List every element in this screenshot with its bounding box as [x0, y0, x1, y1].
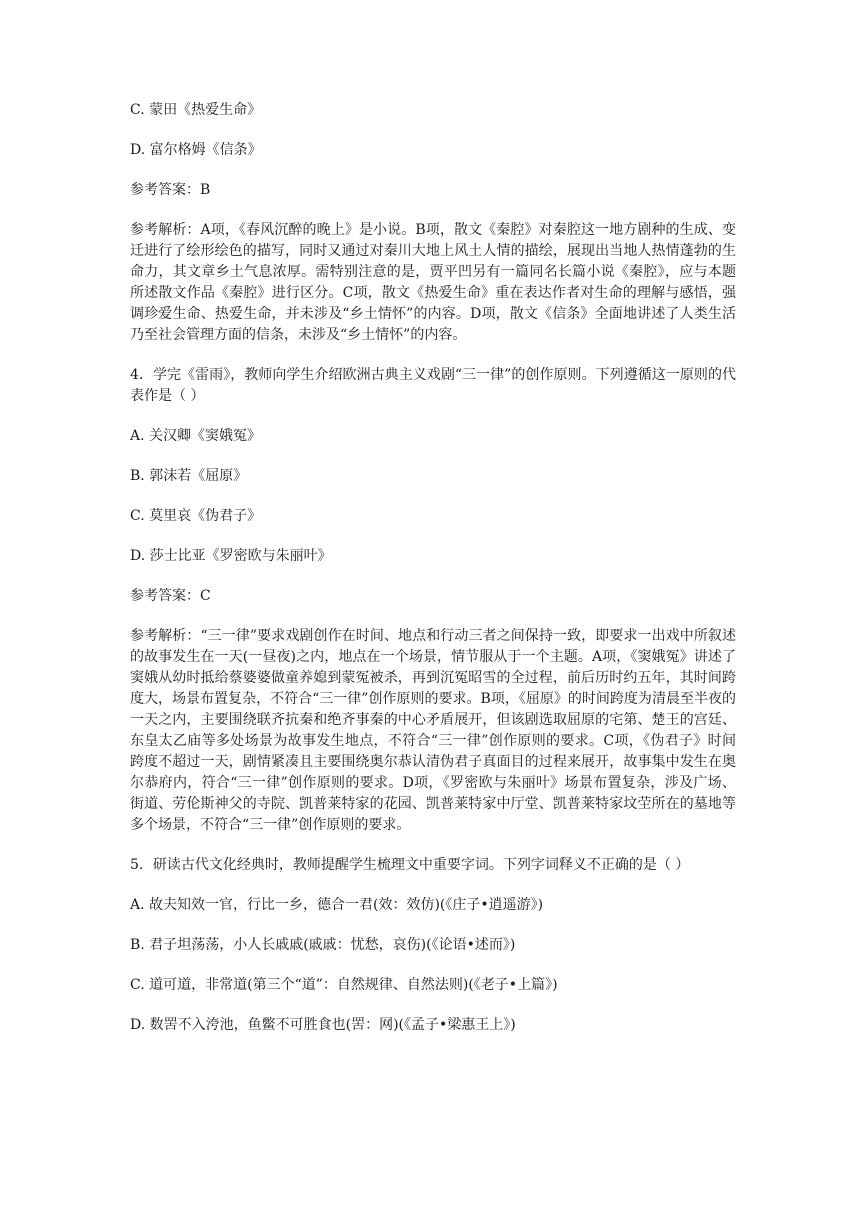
q5-option-d: D. 数罟不入洿池，鱼鳖不可胜食也(罟：网)(《孟子•梁惠王上》): [130, 1017, 516, 1033]
q4-explanation: 参考解析：“三一律”要求戏剧创作在时间、地点和行动三者之间保持一致，即要求一出戏中所叙述的故事发生在一天(一昼夜)之内，地点在一个场景，情节服从于一个主题。A项，《窦娥冤》讲述了窦娥从幼时抵给蔡婆婆做童养媳到蒙冤被杀，再到沉冤昭雪的全过程，前后历时约五年，其时间跨度大，场景布置复杂，不符合“三一律”创作原则的要求。B项，《屈原》的时间跨度为清晨至半夜的一天之内，主要围绕联齐抗秦和绝齐事秦的中心矛盾展开，但该剧选取屈原的宅第、楚王的宫廷、东皇太乙庙等多处场景为故事发生地点，不符合“三一律”创作原则的要求。C项，《伪君子》时间跨度不超过一天，剧情紧凑且主要围绕奥尔恭认清伪君子真面目的过程来展开，故事集中发生在奥尔恭府内，符合“三一律”创作原则的要求。D项，《罗密欧与朱丽叶》场景布置复杂，涉及广场、街道、劳伦斯神父的寺院、凯普莱特家的花园、凯普莱特家中厅堂、凯普莱特家坟茔所在的墓地等多个场景，不符合“三一律”创作原则的要求。: [130, 628, 736, 833]
q3-answer: 参考答案：B: [130, 182, 211, 198]
q3-explanation: 参考解析：A项，《春风沉醉的晚上》是小说。B项，散文《秦腔》对秦腔这一地方剧种的生成、变迁进行了绘形绘色的描写，同时又通过对秦川大地上风土人情的描绘，展现出当地人热情蓬勃的生命力，其文章乡土气息浓厚。需特别注意的是，贾平凹另有一篇同名长篇小说《秦腔》，应与本题所述散文作品《秦腔》进行区分。C项，散文《热爱生命》重在表达作者对生命的理解与感悟，强调珍爱生命、热爱生命，并未涉及“乡土情怀”的内容。D项，散文《信条》全面地讲述了人类生活乃至社会管理方面的信条，未涉及“乡土情怀”的内容。: [130, 222, 736, 343]
q4-option-d: D. 莎士比亚《罗密欧与朱丽叶》: [130, 548, 332, 564]
document-page: [130, 100, 736, 1055]
q5-stem: 5．研读古代文化经典时，教师提醒学生梳理文中重要字词。下列字词释义不正确的是（ ）: [130, 857, 690, 873]
q4-stem: 4．学完《雷雨》，教师向学生介绍欧洲古典主义戏剧“三一律”的创作原则。下列遵循这一原则的代表作是（ ）: [130, 367, 736, 404]
q4-option-a: A. 关汉卿《窦娥冤》: [130, 428, 262, 444]
q4-answer: 参考答案：C: [130, 588, 211, 604]
q4-option-c: C. 莫里哀《伪君子》: [130, 508, 262, 524]
q3-option-c: C. 蒙田《热爱生命》: [130, 102, 262, 118]
q5-option-c: C. 道可道，非常道(第三个“道”：自然规律、自然法则)(《老子•上篇》): [130, 977, 558, 993]
q3-option-d: D. 富尔格姆《信条》: [130, 142, 262, 158]
q5-option-b: B. 君子坦荡荡，小人长戚戚(戚戚：忧愁，哀伤)(《论语•述而》): [130, 937, 516, 953]
q4-option-b: B. 郭沫若《屈原》: [130, 468, 248, 484]
q5-option-a: A. 故夫知效一官，行比一乡，德合一君(效：效仿)(《庄子•逍遥游》): [130, 897, 544, 913]
